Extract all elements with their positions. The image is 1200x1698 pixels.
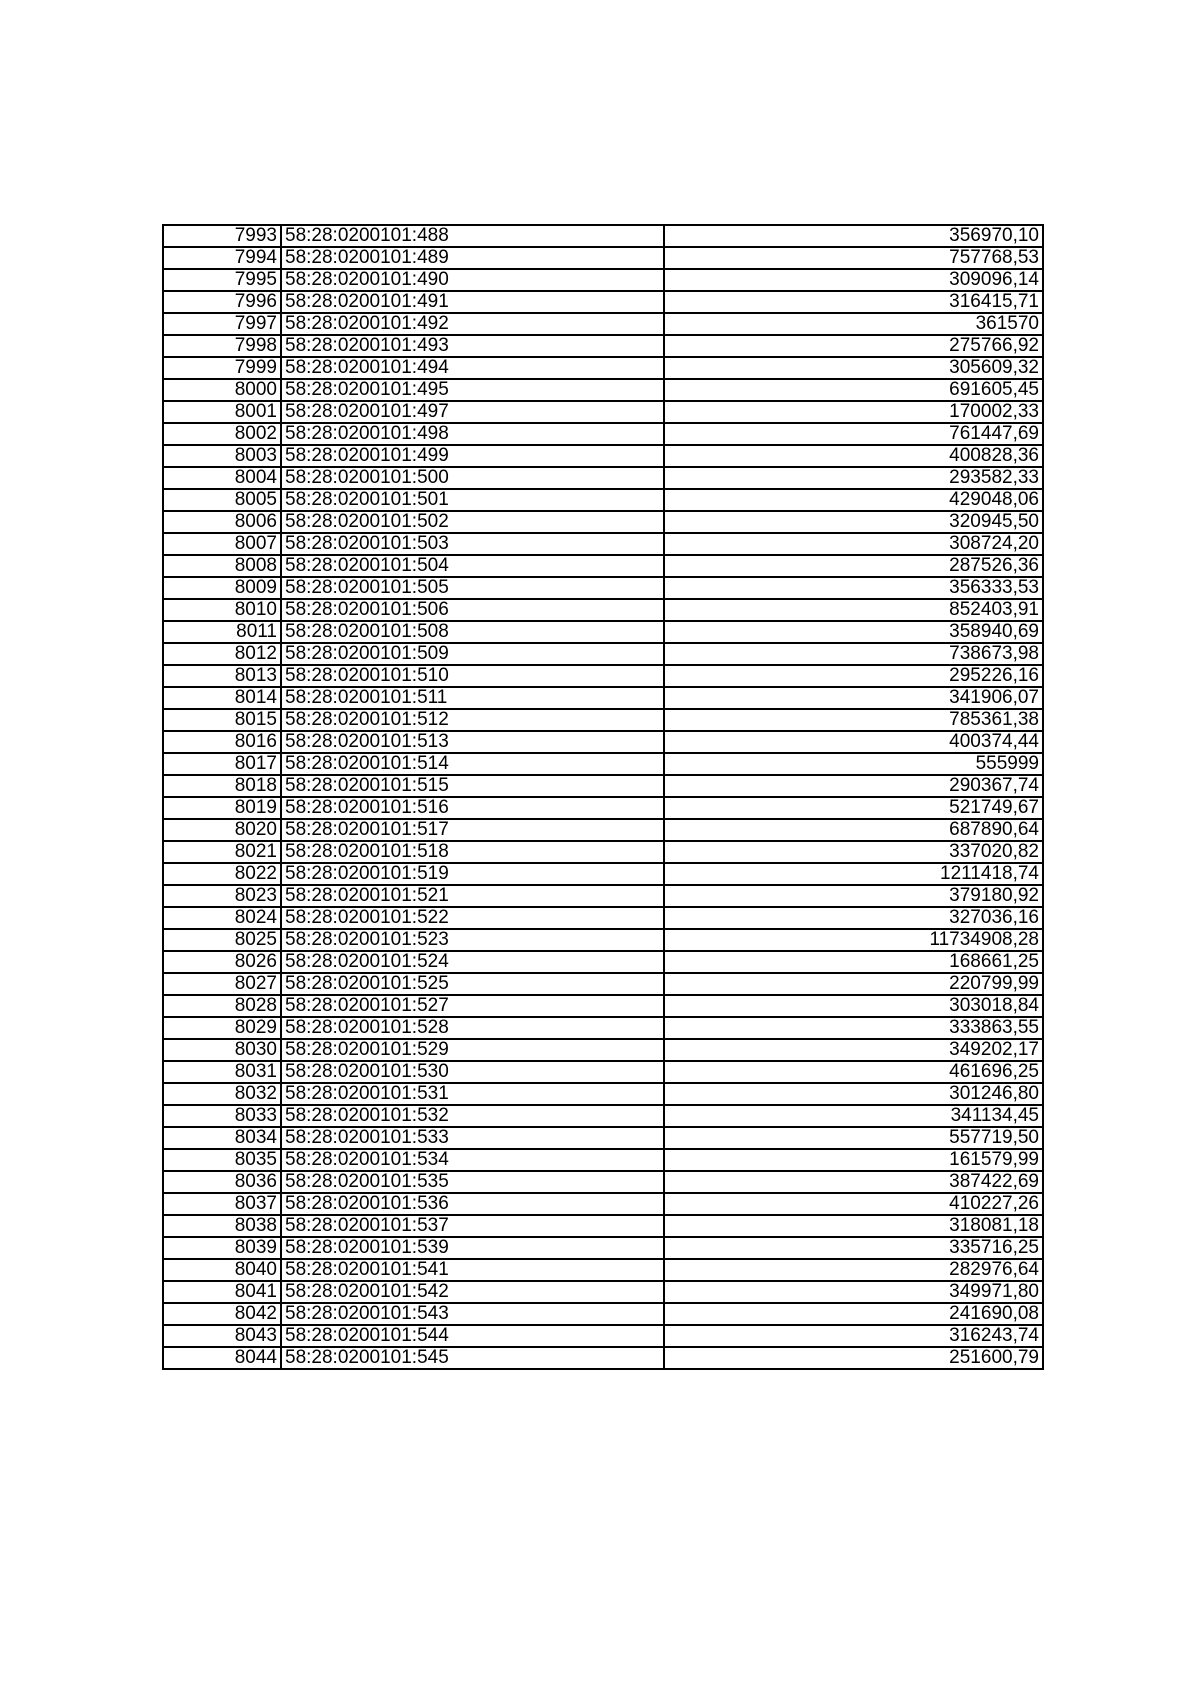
value-cell: 757768,53: [664, 247, 1043, 269]
table-row: [163, 973, 1043, 995]
value-cell: 387422,69: [664, 1171, 1043, 1193]
value-cell: 161579,99: [664, 1149, 1043, 1171]
table-row: [163, 511, 1043, 533]
value-cell: 410227,26: [664, 1193, 1043, 1215]
row-number-cell: 8020: [163, 819, 281, 841]
table-row: [163, 1237, 1043, 1259]
row-number-cell: 8041: [163, 1281, 281, 1303]
cadastral-number-cell: 58:28:0200101:527: [281, 995, 664, 1017]
row-number-cell: 8023: [163, 885, 281, 907]
value-cell: 521749,67: [664, 797, 1043, 819]
table-row: [163, 1281, 1043, 1303]
cadastral-number-cell: 58:28:0200101:532: [281, 1105, 664, 1127]
cadastral-number-cell: 58:28:0200101:524: [281, 951, 664, 973]
value-cell: 356333,53: [664, 577, 1043, 599]
cadastral-number-cell: 58:28:0200101:528: [281, 1017, 664, 1039]
value-cell: 358940,69: [664, 621, 1043, 643]
row-number-cell: 8043: [163, 1325, 281, 1347]
cadastral-number-cell: 58:28:0200101:491: [281, 291, 664, 313]
row-number-cell: 8006: [163, 511, 281, 533]
value-cell: 1211418,74: [664, 863, 1043, 885]
row-number-cell: 8017: [163, 753, 281, 775]
table-row: [163, 1347, 1043, 1369]
value-cell: 320945,50: [664, 511, 1043, 533]
row-number-cell: 8014: [163, 687, 281, 709]
value-cell: 341906,07: [664, 687, 1043, 709]
cadastral-number-cell: 58:28:0200101:502: [281, 511, 664, 533]
cadastral-number-cell: 58:28:0200101:519: [281, 863, 664, 885]
value-cell: 309096,14: [664, 269, 1043, 291]
value-cell: 555999: [664, 753, 1043, 775]
row-number-cell: 8008: [163, 555, 281, 577]
table-row: [163, 599, 1043, 621]
cadastral-number-cell: 58:28:0200101:533: [281, 1127, 664, 1149]
cadastral-number-cell: 58:28:0200101:494: [281, 357, 664, 379]
cadastral-number-cell: 58:28:0200101:497: [281, 401, 664, 423]
table-row: [163, 1061, 1043, 1083]
cadastral-number-cell: 58:28:0200101:536: [281, 1193, 664, 1215]
cadastral-number-cell: 58:28:0200101:521: [281, 885, 664, 907]
table-row: [163, 335, 1043, 357]
value-cell: 349971,80: [664, 1281, 1043, 1303]
cadastral-number-cell: 58:28:0200101:531: [281, 1083, 664, 1105]
table-row: [163, 291, 1043, 313]
cadastral-number-cell: 58:28:0200101:514: [281, 753, 664, 775]
table-row: [163, 929, 1043, 951]
table-row: [163, 269, 1043, 291]
cadastral-number-cell: 58:28:0200101:522: [281, 907, 664, 929]
table-row: [163, 995, 1043, 1017]
cadastral-number-cell: 58:28:0200101:500: [281, 467, 664, 489]
row-number-cell: 8022: [163, 863, 281, 885]
row-number-cell: 8024: [163, 907, 281, 929]
table-row: [163, 467, 1043, 489]
table-row: [163, 357, 1043, 379]
cadastral-number-cell: 58:28:0200101:518: [281, 841, 664, 863]
table-row: [163, 1303, 1043, 1325]
value-cell: 341134,45: [664, 1105, 1043, 1127]
value-cell: 738673,98: [664, 643, 1043, 665]
table-row: [163, 555, 1043, 577]
table-row: [163, 1171, 1043, 1193]
row-number-cell: 8032: [163, 1083, 281, 1105]
row-number-cell: 8016: [163, 731, 281, 753]
value-cell: 379180,92: [664, 885, 1043, 907]
row-number-cell: 8000: [163, 379, 281, 401]
value-cell: 400374,44: [664, 731, 1043, 753]
cadastral-number-cell: 58:28:0200101:495: [281, 379, 664, 401]
value-cell: 170002,33: [664, 401, 1043, 423]
table-row: [163, 819, 1043, 841]
cadastral-number-cell: 58:28:0200101:505: [281, 577, 664, 599]
table-row: [163, 665, 1043, 687]
cadastral-number-cell: 58:28:0200101:508: [281, 621, 664, 643]
row-number-cell: 8019: [163, 797, 281, 819]
table-row: [163, 489, 1043, 511]
value-cell: 335716,25: [664, 1237, 1043, 1259]
row-number-cell: 8011: [163, 621, 281, 643]
table-row: [163, 1259, 1043, 1281]
value-cell: 251600,79: [664, 1347, 1043, 1369]
row-number-cell: 8031: [163, 1061, 281, 1083]
value-cell: 337020,82: [664, 841, 1043, 863]
table-row: [163, 885, 1043, 907]
row-number-cell: 8037: [163, 1193, 281, 1215]
table-row: [163, 401, 1043, 423]
cadastral-number-cell: 58:28:0200101:530: [281, 1061, 664, 1083]
row-number-cell: 8039: [163, 1237, 281, 1259]
cadastral-number-cell: 58:28:0200101:488: [281, 225, 664, 247]
row-number-cell: 8013: [163, 665, 281, 687]
table-row: [163, 643, 1043, 665]
cadastral-number-cell: 58:28:0200101:539: [281, 1237, 664, 1259]
row-number-cell: 8009: [163, 577, 281, 599]
row-number-cell: 8007: [163, 533, 281, 555]
row-number-cell: 7998: [163, 335, 281, 357]
value-cell: 400828,36: [664, 445, 1043, 467]
cadastral-number-cell: 58:28:0200101:534: [281, 1149, 664, 1171]
row-number-cell: 8034: [163, 1127, 281, 1149]
cadastral-number-cell: 58:28:0200101:544: [281, 1325, 664, 1347]
cadastral-number-cell: 58:28:0200101:489: [281, 247, 664, 269]
cadastral-number-cell: 58:28:0200101:504: [281, 555, 664, 577]
row-number-cell: 8027: [163, 973, 281, 995]
row-number-cell: 8026: [163, 951, 281, 973]
row-number-cell: 8033: [163, 1105, 281, 1127]
value-cell: 316415,71: [664, 291, 1043, 313]
table-row: [163, 445, 1043, 467]
value-cell: 305609,32: [664, 357, 1043, 379]
cadastral-number-cell: 58:28:0200101:542: [281, 1281, 664, 1303]
row-number-cell: 8021: [163, 841, 281, 863]
row-number-cell: 8042: [163, 1303, 281, 1325]
value-cell: 852403,91: [664, 599, 1043, 621]
row-number-cell: 8010: [163, 599, 281, 621]
table-row: [163, 1149, 1043, 1171]
value-cell: 275766,92: [664, 335, 1043, 357]
row-number-cell: 8028: [163, 995, 281, 1017]
row-number-cell: 8044: [163, 1347, 281, 1369]
value-cell: 361570: [664, 313, 1043, 335]
row-number-cell: 7993: [163, 225, 281, 247]
row-number-cell: 8001: [163, 401, 281, 423]
table-row: [163, 379, 1043, 401]
row-number-cell: 8003: [163, 445, 281, 467]
cadastral-number-cell: 58:28:0200101:501: [281, 489, 664, 511]
row-number-cell: 8036: [163, 1171, 281, 1193]
row-number-cell: 7996: [163, 291, 281, 313]
table-row: [163, 863, 1043, 885]
table-row: [163, 533, 1043, 555]
row-number-cell: 8002: [163, 423, 281, 445]
value-cell: 557719,50: [664, 1127, 1043, 1149]
table-row: [163, 709, 1043, 731]
table-row: [163, 841, 1043, 863]
value-cell: 327036,16: [664, 907, 1043, 929]
row-number-cell: 8015: [163, 709, 281, 731]
value-cell: 295226,16: [664, 665, 1043, 687]
table-row: [163, 1039, 1043, 1061]
table-row: [163, 907, 1043, 929]
table-row: [163, 313, 1043, 335]
cadastral-number-cell: 58:28:0200101:525: [281, 973, 664, 995]
table-row: [163, 577, 1043, 599]
row-number-cell: 8029: [163, 1017, 281, 1039]
cadastral-number-cell: 58:28:0200101:513: [281, 731, 664, 753]
cadastral-number-cell: 58:28:0200101:493: [281, 335, 664, 357]
cadastral-number-cell: 58:28:0200101:492: [281, 313, 664, 335]
cadastral-number-cell: 58:28:0200101:537: [281, 1215, 664, 1237]
table-row: [163, 225, 1043, 247]
value-cell: 301246,80: [664, 1083, 1043, 1105]
cadastral-number-cell: 58:28:0200101:509: [281, 643, 664, 665]
table-row: [163, 1127, 1043, 1149]
table-body: [163, 225, 1043, 1369]
row-number-cell: 7999: [163, 357, 281, 379]
value-cell: 282976,64: [664, 1259, 1043, 1281]
table-row: [163, 247, 1043, 269]
cadastral-number-cell: 58:28:0200101:511: [281, 687, 664, 709]
value-cell: 785361,38: [664, 709, 1043, 731]
cadastral-number-cell: 58:28:0200101:499: [281, 445, 664, 467]
cadastral-number-cell: 58:28:0200101:490: [281, 269, 664, 291]
value-cell: 290367,74: [664, 775, 1043, 797]
value-cell: 318081,18: [664, 1215, 1043, 1237]
cadastral-number-cell: 58:28:0200101:523: [281, 929, 664, 951]
value-cell: 316243,74: [664, 1325, 1043, 1347]
row-number-cell: 8030: [163, 1039, 281, 1061]
table-row: [163, 951, 1043, 973]
table-row: [163, 731, 1043, 753]
table-row: [163, 621, 1043, 643]
cadastral-number-cell: 58:28:0200101:541: [281, 1259, 664, 1281]
table-row: [163, 1325, 1043, 1347]
value-cell: 429048,06: [664, 489, 1043, 511]
table-row: [163, 1215, 1043, 1237]
cadastral-number-cell: 58:28:0200101:510: [281, 665, 664, 687]
cadastral-number-cell: 58:28:0200101:545: [281, 1347, 664, 1369]
row-number-cell: 7997: [163, 313, 281, 335]
row-number-cell: 8012: [163, 643, 281, 665]
value-cell: 691605,45: [664, 379, 1043, 401]
table-row: [163, 1017, 1043, 1039]
value-cell: 303018,84: [664, 995, 1043, 1017]
cadastral-number-cell: 58:28:0200101:516: [281, 797, 664, 819]
row-number-cell: 8025: [163, 929, 281, 951]
row-number-cell: 8035: [163, 1149, 281, 1171]
value-cell: 308724,20: [664, 533, 1043, 555]
row-number-cell: 7994: [163, 247, 281, 269]
value-cell: 356970,10: [664, 225, 1043, 247]
cadastral-number-cell: 58:28:0200101:543: [281, 1303, 664, 1325]
cadastral-number-cell: 58:28:0200101:503: [281, 533, 664, 555]
row-number-cell: 8005: [163, 489, 281, 511]
table-row: [163, 1083, 1043, 1105]
row-number-cell: 8018: [163, 775, 281, 797]
value-cell: 220799,99: [664, 973, 1043, 995]
cadastral-number-cell: 58:28:0200101:515: [281, 775, 664, 797]
data-table: [162, 224, 1044, 1370]
cadastral-number-cell: 58:28:0200101:512: [281, 709, 664, 731]
value-cell: 11734908,28: [664, 929, 1043, 951]
row-number-cell: 8040: [163, 1259, 281, 1281]
value-cell: 168661,25: [664, 951, 1043, 973]
value-cell: 293582,33: [664, 467, 1043, 489]
table-row: [163, 797, 1043, 819]
cadastral-number-cell: 58:28:0200101:498: [281, 423, 664, 445]
table-row: [163, 1193, 1043, 1215]
cadastral-number-cell: 58:28:0200101:535: [281, 1171, 664, 1193]
row-number-cell: 8038: [163, 1215, 281, 1237]
table-row: [163, 1105, 1043, 1127]
value-cell: 287526,36: [664, 555, 1043, 577]
row-number-cell: 8004: [163, 467, 281, 489]
table-row: [163, 753, 1043, 775]
cadastral-number-cell: 58:28:0200101:517: [281, 819, 664, 841]
table-row: [163, 423, 1043, 445]
cadastral-number-cell: 58:28:0200101:529: [281, 1039, 664, 1061]
value-cell: 761447,69: [664, 423, 1043, 445]
value-cell: 333863,55: [664, 1017, 1043, 1039]
value-cell: 349202,17: [664, 1039, 1043, 1061]
value-cell: 687890,64: [664, 819, 1043, 841]
table-row: [163, 775, 1043, 797]
value-cell: 461696,25: [664, 1061, 1043, 1083]
cadastral-number-cell: 58:28:0200101:506: [281, 599, 664, 621]
value-cell: 241690,08: [664, 1303, 1043, 1325]
table-row: [163, 687, 1043, 709]
row-number-cell: 7995: [163, 269, 281, 291]
